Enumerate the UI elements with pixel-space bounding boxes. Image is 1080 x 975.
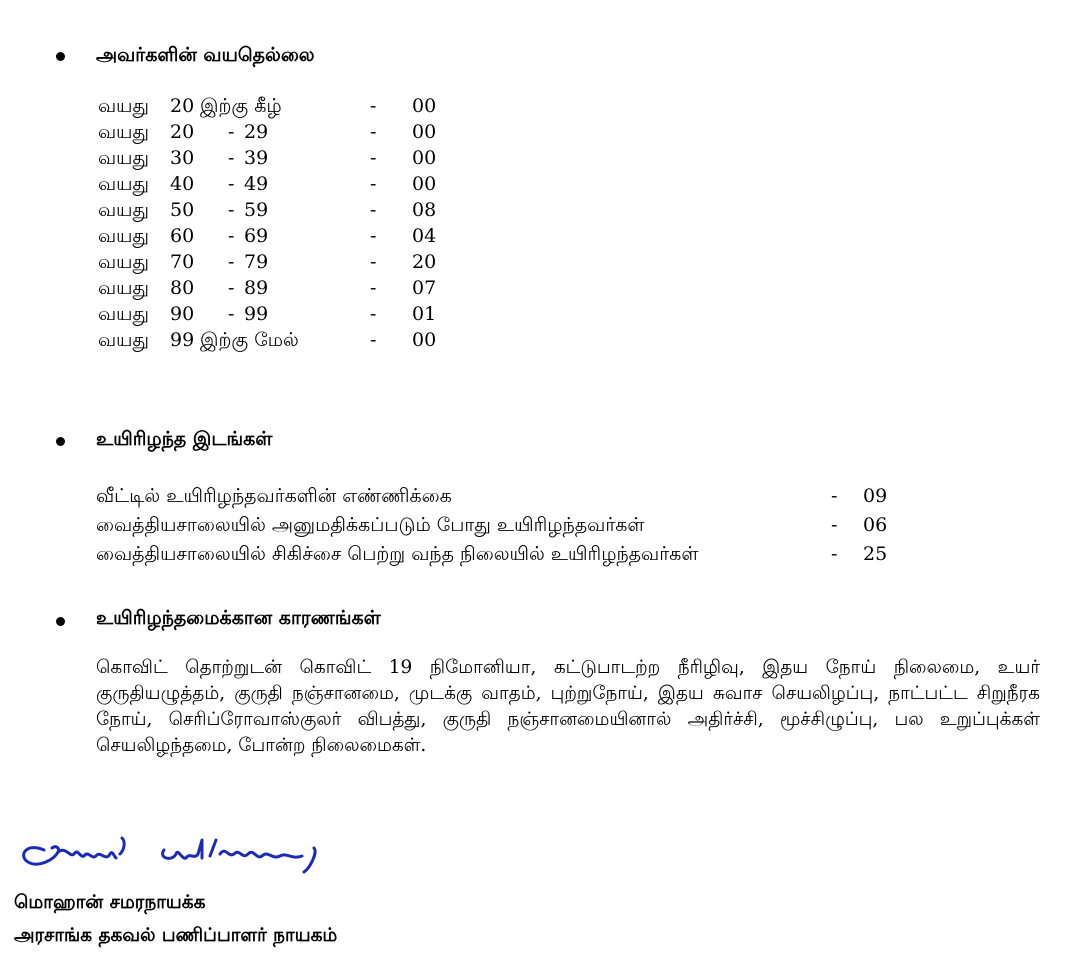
separator: - (370, 95, 377, 117)
separator: - (370, 225, 377, 247)
age-range-end: 59 (244, 199, 269, 221)
signatory-title: அரசாங்க தகவல் பணிப்பாளர் நாயகம் (14, 925, 338, 946)
age-range-dash: - (228, 303, 235, 325)
age-qualifier: இற்கு கீழ் (200, 95, 282, 117)
separator: - (370, 173, 377, 195)
age-range-dash: - (228, 147, 235, 169)
age-count: 08 (412, 199, 437, 221)
age-range-dash: - (228, 277, 235, 299)
age-count: 04 (412, 225, 437, 247)
age-count: 07 (412, 277, 437, 299)
place-count: 06 (863, 514, 888, 536)
age-label: வயது (98, 147, 149, 169)
age-range-end: 39 (244, 147, 269, 169)
age-range-start: 90 (170, 303, 195, 325)
age-label: வயது (98, 303, 149, 325)
age-label: வயது (98, 199, 149, 221)
age-label: வயது (98, 329, 149, 351)
bullet-icon (56, 437, 65, 446)
separator: - (370, 147, 377, 169)
age-range-dash: - (228, 121, 235, 143)
age-range-dash: - (228, 199, 235, 221)
age-label: வயது (98, 225, 149, 247)
place-label: வீட்டில் உயிரிழந்தவர்களின் எண்ணிக்கை (96, 485, 452, 507)
age-range-start: 40 (170, 173, 195, 195)
age-label: வயது (98, 95, 149, 117)
place-count: 09 (863, 485, 888, 507)
separator: - (370, 303, 377, 325)
bullet-icon (56, 52, 65, 61)
age-qualifier: இற்கு மேல் (200, 329, 299, 351)
age-range-end: 49 (244, 173, 269, 195)
place-count: 25 (863, 543, 888, 565)
age-range-dash: - (228, 251, 235, 273)
age-count: 00 (412, 147, 437, 169)
age-range-end: 99 (244, 303, 269, 325)
age-range-start: 70 (170, 251, 195, 273)
age-range-start: 60 (170, 225, 195, 247)
age-count: 01 (412, 303, 437, 325)
age-label: வயது (98, 251, 149, 273)
age-count: 20 (412, 251, 437, 273)
separator: - (831, 514, 838, 536)
age-label: வயது (98, 277, 149, 299)
age-range-end: 79 (244, 251, 269, 273)
age-count: 00 (412, 329, 437, 351)
separator: - (831, 485, 838, 507)
age-range-start: 50 (170, 199, 195, 221)
age-range-dash: - (228, 225, 235, 247)
separator: - (370, 251, 377, 273)
signatory-name: மொஹான் சமரநாயக்க (14, 892, 206, 913)
age-count: 00 (412, 121, 437, 143)
bullet-icon (56, 617, 65, 626)
age-range-end: 69 (244, 225, 269, 247)
age-section-heading: அவர்களின் வயதெல்லை (96, 44, 315, 66)
cause-section-heading: உயிரிழந்தமைக்கான காரணங்கள் (96, 607, 381, 629)
age-range-end: 29 (244, 121, 269, 143)
place-label: வைத்தியசாலையில் அனுமதிக்கப்படும் போது உயிரிழந்தவர்கள் (96, 514, 645, 536)
age-count: 00 (412, 95, 437, 117)
separator: - (370, 329, 377, 351)
place-section-heading: உயிரிழந்த இடங்கள் (96, 428, 273, 450)
separator: - (370, 199, 377, 221)
age-label: வயது (98, 121, 149, 143)
age-range-start: 80 (170, 277, 195, 299)
age-range-end: 89 (244, 277, 269, 299)
age-label: வயது (98, 173, 149, 195)
age-range-start: 30 (170, 147, 195, 169)
separator: - (370, 277, 377, 299)
causes-paragraph: கொவிட் தொற்றுடன் கொவிட் 19 நிமோனியா, கட்டுபாடற்ற நீரிழிவு, இதய நோய் நிலைமை, உயர் குருதியழுத்தம், குருதி நஞ்சானமை, முடக்கு வாதம், புற்றுநோய், இதய சுவாச செயலிழப்பு, நாட்பட்ட சிறுநீரக நோய், செரிப்ரோவாஸ்குலர் விபத்து, குருதி நஞ்சானமையினால் அதிர்ச்சி, மூச்சிழுப்பு, பல உறுப்புக்கள் செயலிழந்தமை, போன்ற நிலைமைகள். (96, 657, 1040, 756)
signature-icon (14, 828, 334, 888)
age-range-dash: - (228, 173, 235, 195)
separator: - (370, 121, 377, 143)
age-range-start: 20 (170, 121, 195, 143)
age-range-start: 99 (170, 329, 195, 351)
separator: - (831, 543, 838, 565)
age-count: 00 (412, 173, 437, 195)
place-label: வைத்தியசாலையில் சிகிச்சை பெற்று வந்த நிலையில் உயிரிழந்தவர்கள் (96, 543, 699, 565)
age-range-start: 20 (170, 95, 195, 117)
